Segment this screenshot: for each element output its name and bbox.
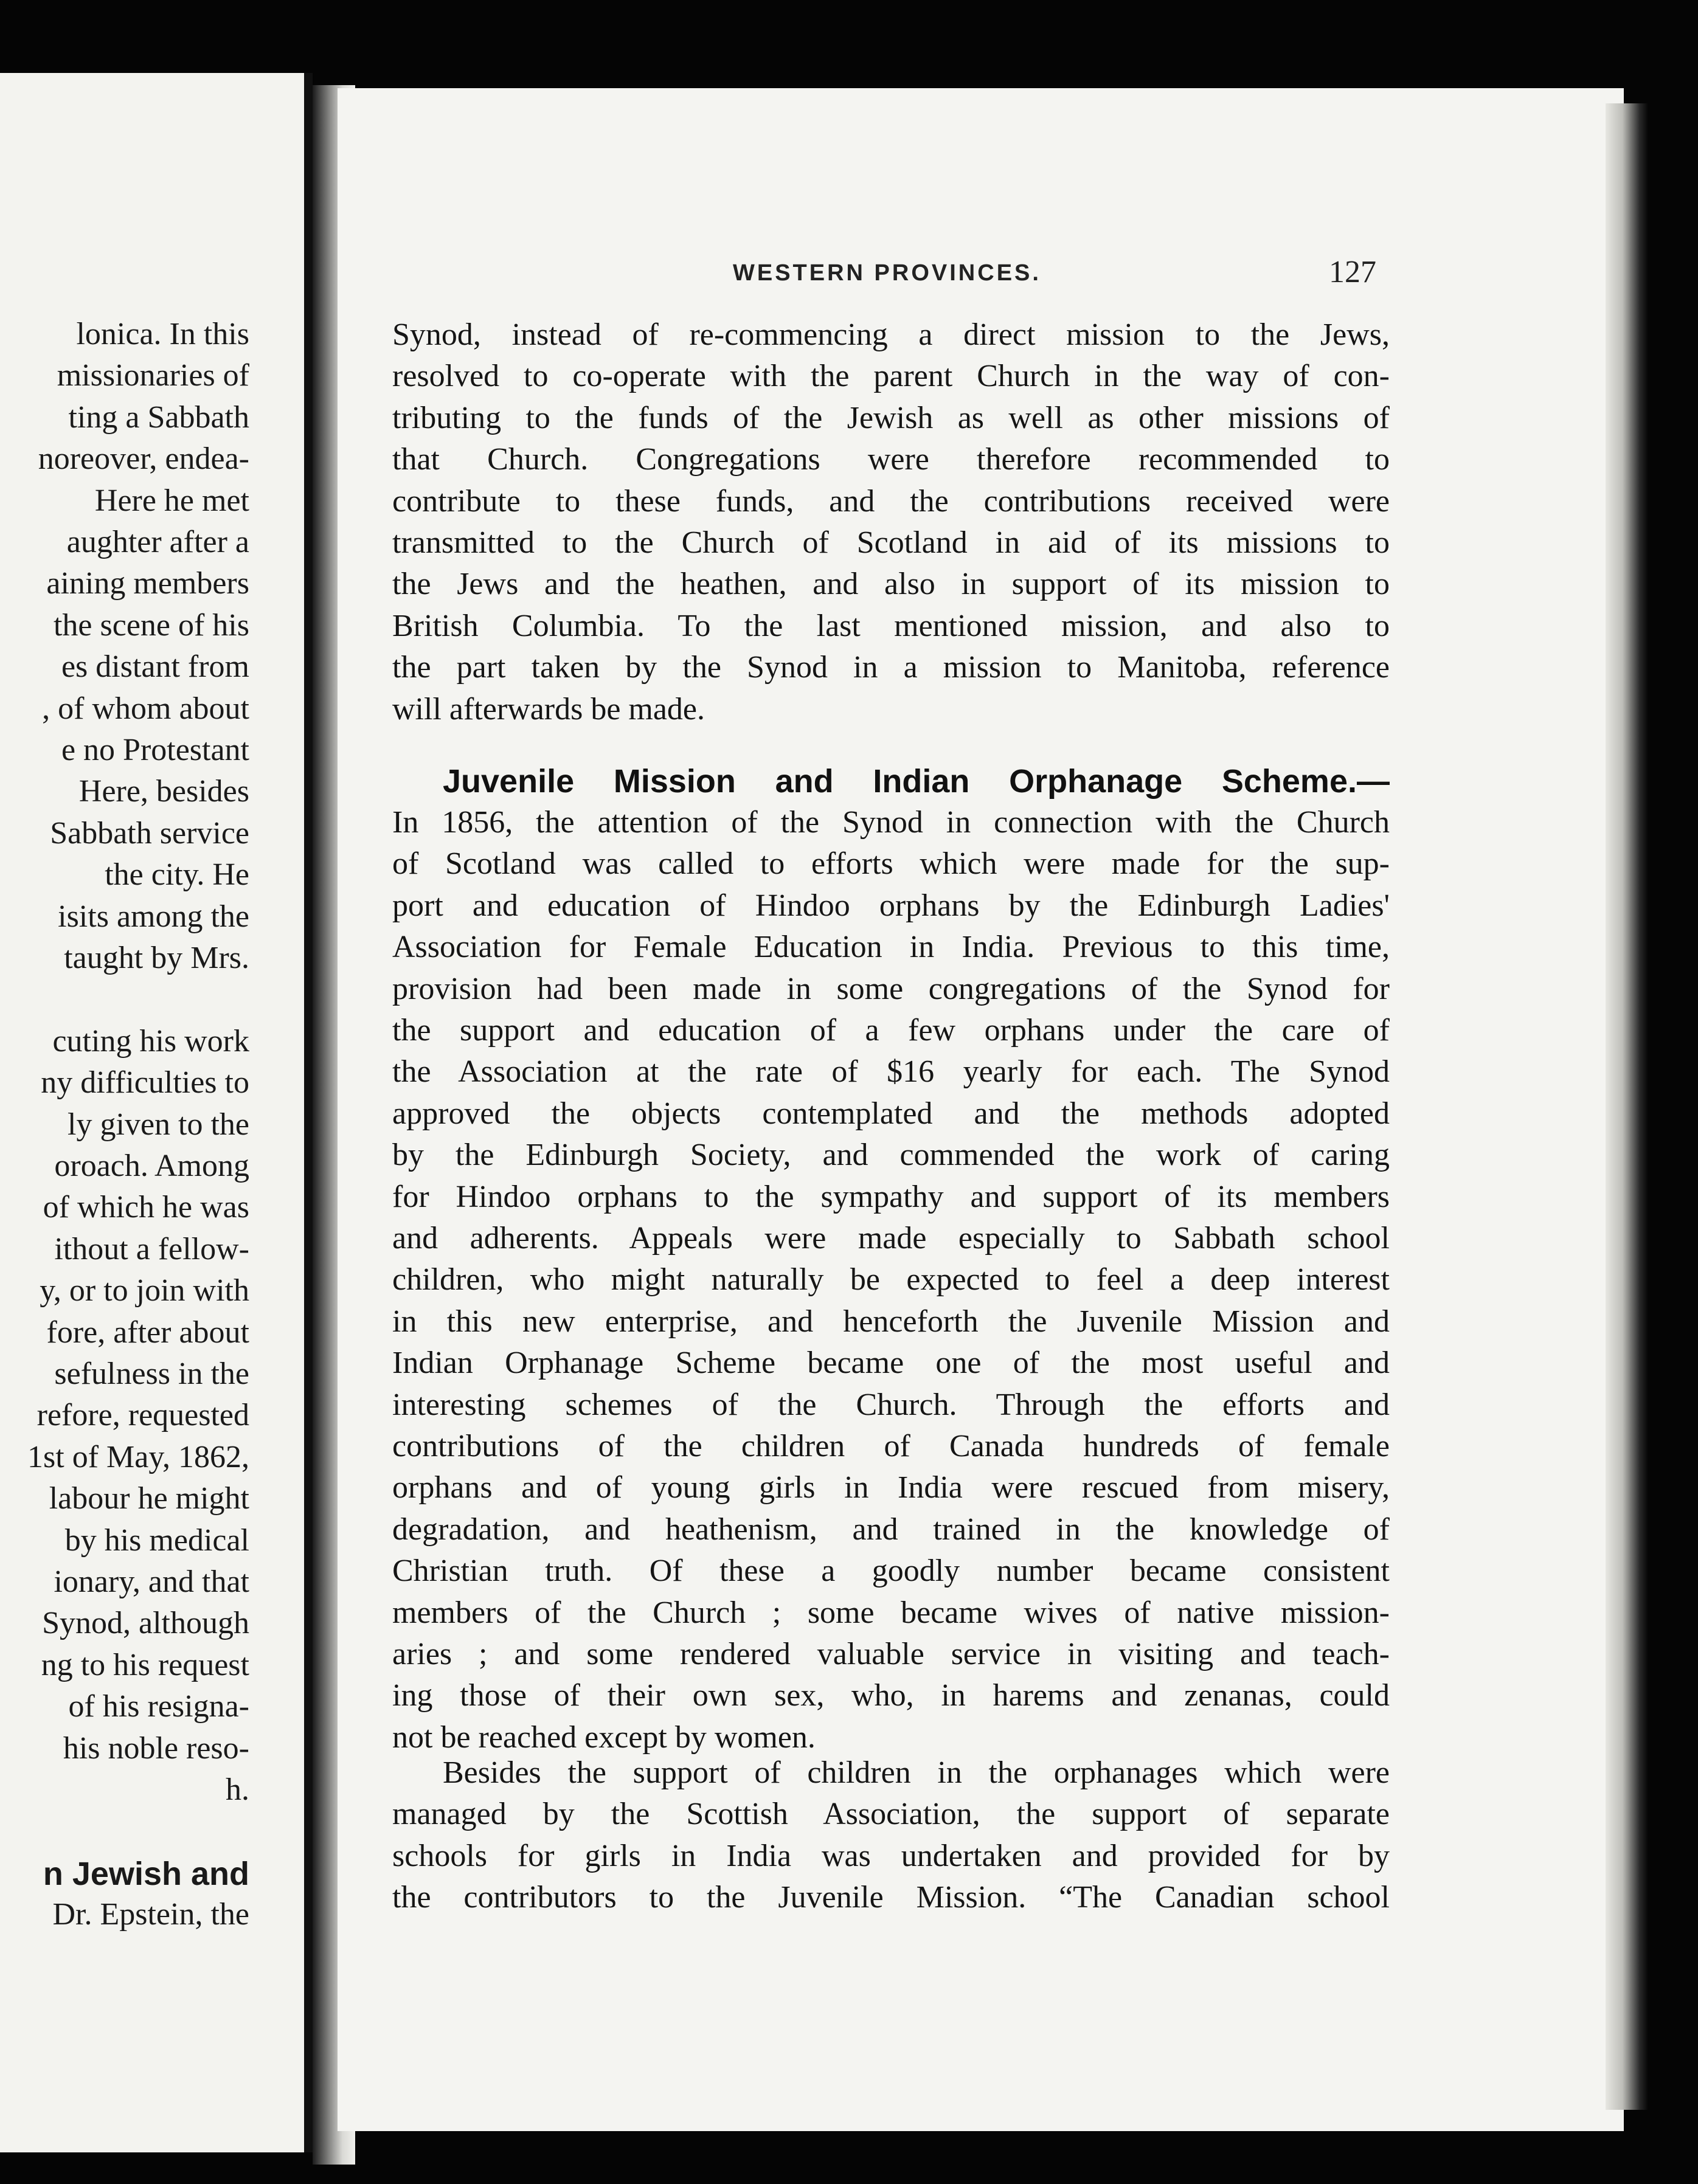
text-line: the part taken by the Synod in a mission to Manitoba, reference <box>392 650 1390 685</box>
text-line: interesting schemes of the Church. Through the efforts and <box>392 1387 1390 1422</box>
section-heading: Juvenile Mission and Indian Orphanage Scheme.— <box>443 763 1390 800</box>
text-line: Besides the support of children in the orphanages which were <box>443 1755 1390 1790</box>
text-line: not be reached except by women. <box>392 1719 816 1755</box>
facing-page-line: ng to his request <box>41 1647 249 1682</box>
text-line: Association for Female Education in India. Previous to this time, <box>392 930 1390 965</box>
text-line: of Scotland was called to efforts which were made for the sup- <box>392 846 1390 882</box>
text-line: the Jews and the heathen, and also in support of its mission to <box>392 567 1390 602</box>
text-line: aries ; and some rendered valuable service in visiting and teach- <box>392 1637 1390 1671</box>
facing-page-line: taught by Mrs. <box>64 941 249 975</box>
facing-page-line: refore, requested <box>36 1398 249 1433</box>
text-line: contribute to these funds, and the contributions received were <box>392 483 1390 519</box>
text-line: degradation, and heathenism, and trained in the knowledge of <box>392 1512 1390 1547</box>
text-line: by the Edinburgh Society, and commended the work of caring <box>392 1138 1390 1173</box>
facing-page-line: Dr. Epstein, the <box>52 1897 249 1932</box>
text-line: resolved to co-operate with the parent Church in the way of con- <box>392 359 1390 394</box>
text-line: ing those of their own sex, who, in harems and zenanas, could <box>392 1678 1390 1713</box>
text-line: in this new enterprise, and henceforth the Juvenile Mission and <box>392 1304 1390 1339</box>
facing-page-line: oroach. Among <box>54 1149 249 1183</box>
facing-page-line: aughter after a <box>66 525 249 559</box>
facing-page-line: the city. He <box>105 857 249 893</box>
text-line: the support and education of a few orphans under the care of <box>392 1013 1390 1048</box>
text-line: contributions of the children of Canada hundreds of female <box>392 1429 1390 1463</box>
text-line: the contributors to the Juvenile Mission. “The Canadian school <box>392 1880 1390 1915</box>
facing-page-line: ithout a fellow- <box>54 1231 249 1267</box>
facing-page-line: n Jewish and <box>43 1855 249 1892</box>
facing-page-line: aining members <box>46 566 249 601</box>
facing-page-line: ly given to the <box>68 1107 249 1142</box>
facing-page-line: e no Protestant <box>61 733 249 767</box>
text-line: and adherents. Appeals were made especially to Sabbath school <box>392 1221 1390 1256</box>
text-line: In 1856, the attention of the Synod in connection with the Church <box>392 805 1390 840</box>
facing-page-line: noreover, endea- <box>38 441 249 477</box>
facing-page-line: Synod, although <box>42 1606 249 1641</box>
text-line: British Columbia. To the last mentioned mission, and also to <box>392 608 1390 643</box>
facing-page-line: sefulness in the <box>54 1356 249 1391</box>
text-line: tributing to the funds of the Jewish as well as other missions of <box>392 400 1390 435</box>
page-edge <box>1606 103 1648 2110</box>
text-line: children, who might naturally be expected to feel a deep interest <box>392 1262 1390 1298</box>
facing-page-line: fore, after about <box>46 1315 249 1350</box>
facing-page-line: by his medical <box>64 1522 249 1558</box>
text-line: Indian Orphanage Scheme became one of the most useful and <box>392 1346 1390 1381</box>
facing-page-line: lonica. In this <box>76 317 249 351</box>
facing-page-line: ting a Sabbath <box>68 399 249 435</box>
text-line: the Association at the rate of $16 yearly for each. The Synod <box>392 1054 1390 1090</box>
facing-page-line: Here he met <box>94 483 249 518</box>
text-line: managed by the Scottish Association, the support of separate <box>392 1797 1390 1832</box>
facing-page-line: isits among the <box>58 899 249 934</box>
page-number: 127 <box>1329 255 1376 289</box>
running-head: WESTERN PROVINCES. <box>733 260 1041 286</box>
facing-page-line: cuting his work <box>52 1023 249 1059</box>
facing-page-line: of which he was <box>43 1190 249 1225</box>
facing-page-line: Here, besides <box>78 774 249 809</box>
text-line: provision had been made in some congregations of the Synod for <box>392 971 1390 1006</box>
text-line: port and education of Hindoo orphans by the Edinburgh Ladies' <box>392 888 1390 923</box>
text-line: orphans and of young girls in India were rescued from misery, <box>392 1470 1390 1505</box>
facing-page-line: of his resigna- <box>68 1689 249 1724</box>
facing-page-line: ny difficulties to <box>41 1065 249 1101</box>
facing-page-line: , of whom about <box>42 691 249 726</box>
text-line: Synod, instead of re-commencing a direct mission to the Jews, <box>392 317 1390 352</box>
facing-page-line: labour he might <box>49 1481 249 1516</box>
facing-page <box>0 73 313 2152</box>
text-line: Christian truth. Of these a goodly number became consistent <box>392 1553 1390 1589</box>
facing-page-line: es distant from <box>61 649 249 685</box>
text-line: approved the objects contemplated and the methods adopted <box>392 1096 1390 1131</box>
facing-page-line: missionaries of <box>57 358 249 393</box>
facing-page-line: 1st of May, 1862, <box>27 1439 249 1474</box>
facing-page-line: h. <box>226 1772 249 1807</box>
text-line: for Hindoo orphans to the sympathy and support of its members <box>392 1179 1390 1214</box>
facing-page-line: his noble reso- <box>63 1730 249 1766</box>
facing-page-line: y, or to join with <box>40 1273 249 1308</box>
text-line: members of the Church ; some became wives of native mission- <box>392 1595 1390 1630</box>
text-line: will afterwards be made. <box>392 691 705 727</box>
facing-page-line: Sabbath service <box>50 815 249 851</box>
facing-page-line: the scene of his <box>53 607 249 643</box>
text-line: that Church. Congregations were therefore recommended to <box>392 442 1390 477</box>
facing-page-line: ionary, and that <box>54 1564 249 1599</box>
text-line: transmitted to the Church of Scotland in aid of its missions to <box>392 525 1390 560</box>
text-line: schools for girls in India was undertaken and provided for by <box>392 1838 1390 1873</box>
